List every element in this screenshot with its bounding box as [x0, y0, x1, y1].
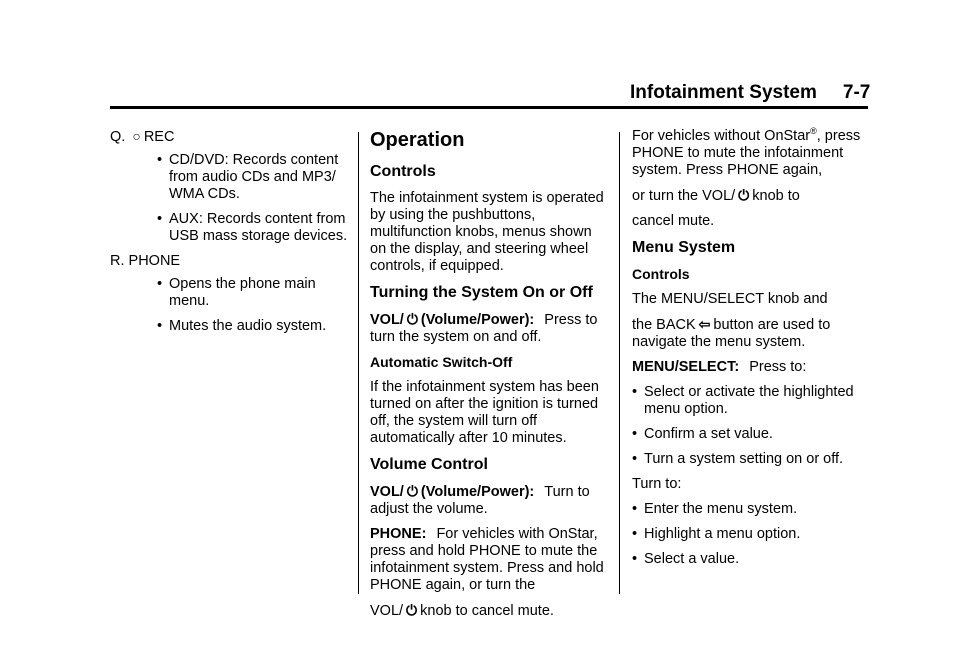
text-press-to: Press to: [749, 359, 807, 375]
list-item [632, 426, 872, 443]
list-item-text: Turn a system setting on or off. [644, 451, 844, 467]
bullet-icon: • [632, 426, 638, 442]
list-item-text: Mutes the audio system. [169, 318, 327, 334]
list-item [632, 451, 872, 468]
list-item-text: Select a value. [644, 551, 740, 567]
bullet-icon: • [632, 451, 638, 467]
text-knob-to: knob to [752, 188, 800, 204]
paragraph-phone-end [370, 602, 610, 620]
paragraph-phone [370, 526, 610, 594]
page-header [630, 82, 870, 104]
heading-auto-switch-off: Automatic Switch-Off [370, 354, 513, 370]
paragraph-back [632, 316, 872, 351]
heading-menu-system: Menu System [632, 239, 736, 256]
list-item-text: Select or activate the highlighted menu option. [644, 384, 854, 417]
list-item [157, 152, 350, 203]
paragraph-turning [370, 311, 610, 346]
heading-turning-on-off: Turning the System On or Off [370, 284, 593, 301]
text-turn-vol: or turn the VOL/ [632, 188, 736, 204]
paragraph-turn-to: Turn to: [632, 476, 682, 492]
heading-controls: Controls [370, 163, 436, 180]
list-item [632, 501, 872, 518]
term-phone: PHONE: [370, 526, 427, 542]
term-vol: VOL/ [370, 312, 404, 328]
text-press-phone: , press PHONE to mute the infotainment system. Press PHONE again, [632, 128, 861, 178]
list-item [157, 211, 350, 245]
header-rule [110, 106, 868, 109]
term-vol: VOL/ [370, 484, 404, 500]
power-icon: ⏻ [738, 187, 750, 203]
item-r-label: R. PHONE [110, 253, 181, 269]
column-2 [370, 128, 610, 628]
item-r-bullets [157, 276, 350, 335]
list-item [632, 551, 872, 568]
text-knob-cancel: knob to cancel mute. [420, 603, 554, 619]
heading-operation: Operation [370, 129, 465, 151]
bullet-icon: • [632, 551, 638, 567]
paragraph-volume [370, 483, 610, 518]
section-title: Infotainment System [630, 82, 817, 103]
list-item [632, 526, 872, 543]
term-volume-power: (Volume/Power): [420, 312, 535, 328]
list-item-text: CD/DVD: Records content from audio CDs and MP3/ WMA CDs. [169, 152, 339, 202]
list-item-text: Opens the phone main menu. [169, 276, 316, 309]
bullet-icon: • [157, 211, 163, 227]
item-q-bullets [157, 152, 350, 245]
paragraph-without-onstar [632, 128, 872, 179]
paragraph-controls: The infotainment system is operated by using the pushbuttons, multifunction knobs, menus shown on the display, and steering wheel controls, if equipped. [370, 190, 604, 274]
heading-volume-control: Volume Control [370, 456, 488, 473]
text-the-back: the BACK [632, 317, 696, 333]
list-item [632, 384, 872, 418]
term-menu-select: MENU/SELECT: [632, 359, 740, 375]
column-divider-2 [619, 132, 620, 594]
list-item [157, 276, 350, 310]
text-back-button: button are used to navigate the menu system. [632, 317, 831, 350]
bullet-icon: • [632, 501, 638, 517]
power-icon: ⏻ [406, 602, 418, 618]
heading-controls: Controls [632, 266, 690, 282]
list-item-text: AUX: Records content from USB mass storage devices. [169, 211, 348, 244]
text-vol: VOL/ [370, 603, 404, 619]
item-q-text: REC [143, 129, 175, 145]
column-1 [110, 128, 350, 343]
column-divider-1 [358, 132, 359, 594]
paragraph-turn-vol [632, 187, 872, 205]
paragraph-menu-select [632, 359, 872, 376]
paragraph-cancel-mute: cancel mute. [632, 213, 715, 229]
page-number: 7-7 [842, 82, 871, 103]
list-item-text: Confirm a set value. [644, 426, 773, 442]
bullet-icon: • [157, 152, 163, 168]
list-item-text: Enter the menu system. [644, 501, 798, 517]
back-arrow-icon: ⇦ [698, 316, 711, 332]
paragraph-menu-knob: The MENU/SELECT knob and [632, 291, 828, 307]
bullet-icon: • [632, 384, 638, 400]
paragraph-volume-text: Turn to adjust the volume. [370, 484, 590, 517]
record-circle-icon: ○ [132, 128, 141, 144]
item-q [110, 128, 350, 146]
paragraph-phone-text: For vehicles with OnStar, press and hold PHONE to mute the infotainment system. Press and hold PHONE again, or turn the [370, 526, 604, 593]
bullet-icon: • [157, 318, 163, 334]
term-volume-power: (Volume/Power): [420, 484, 535, 500]
list-item-text: Highlight a menu option. [644, 526, 801, 542]
item-q-label: Q. [110, 129, 126, 145]
registered-mark: ® [810, 126, 817, 137]
paragraph-turning-text: Press to turn the system on and off. [370, 312, 598, 345]
column-3 [632, 128, 872, 576]
text-without-onstar: For vehicles without OnStar [632, 128, 811, 144]
turn-bullets [632, 501, 872, 568]
paragraph-auto: If the infotainment system has been turned on after the ignition is turned off, the system will turn off automatically after 10 minutes. [370, 379, 599, 446]
press-bullets [632, 384, 872, 468]
list-item [157, 318, 350, 335]
bullet-icon: • [157, 276, 163, 292]
power-icon: ⏻ [406, 483, 418, 499]
bullet-icon: • [632, 526, 638, 542]
power-icon: ⏻ [406, 311, 418, 327]
